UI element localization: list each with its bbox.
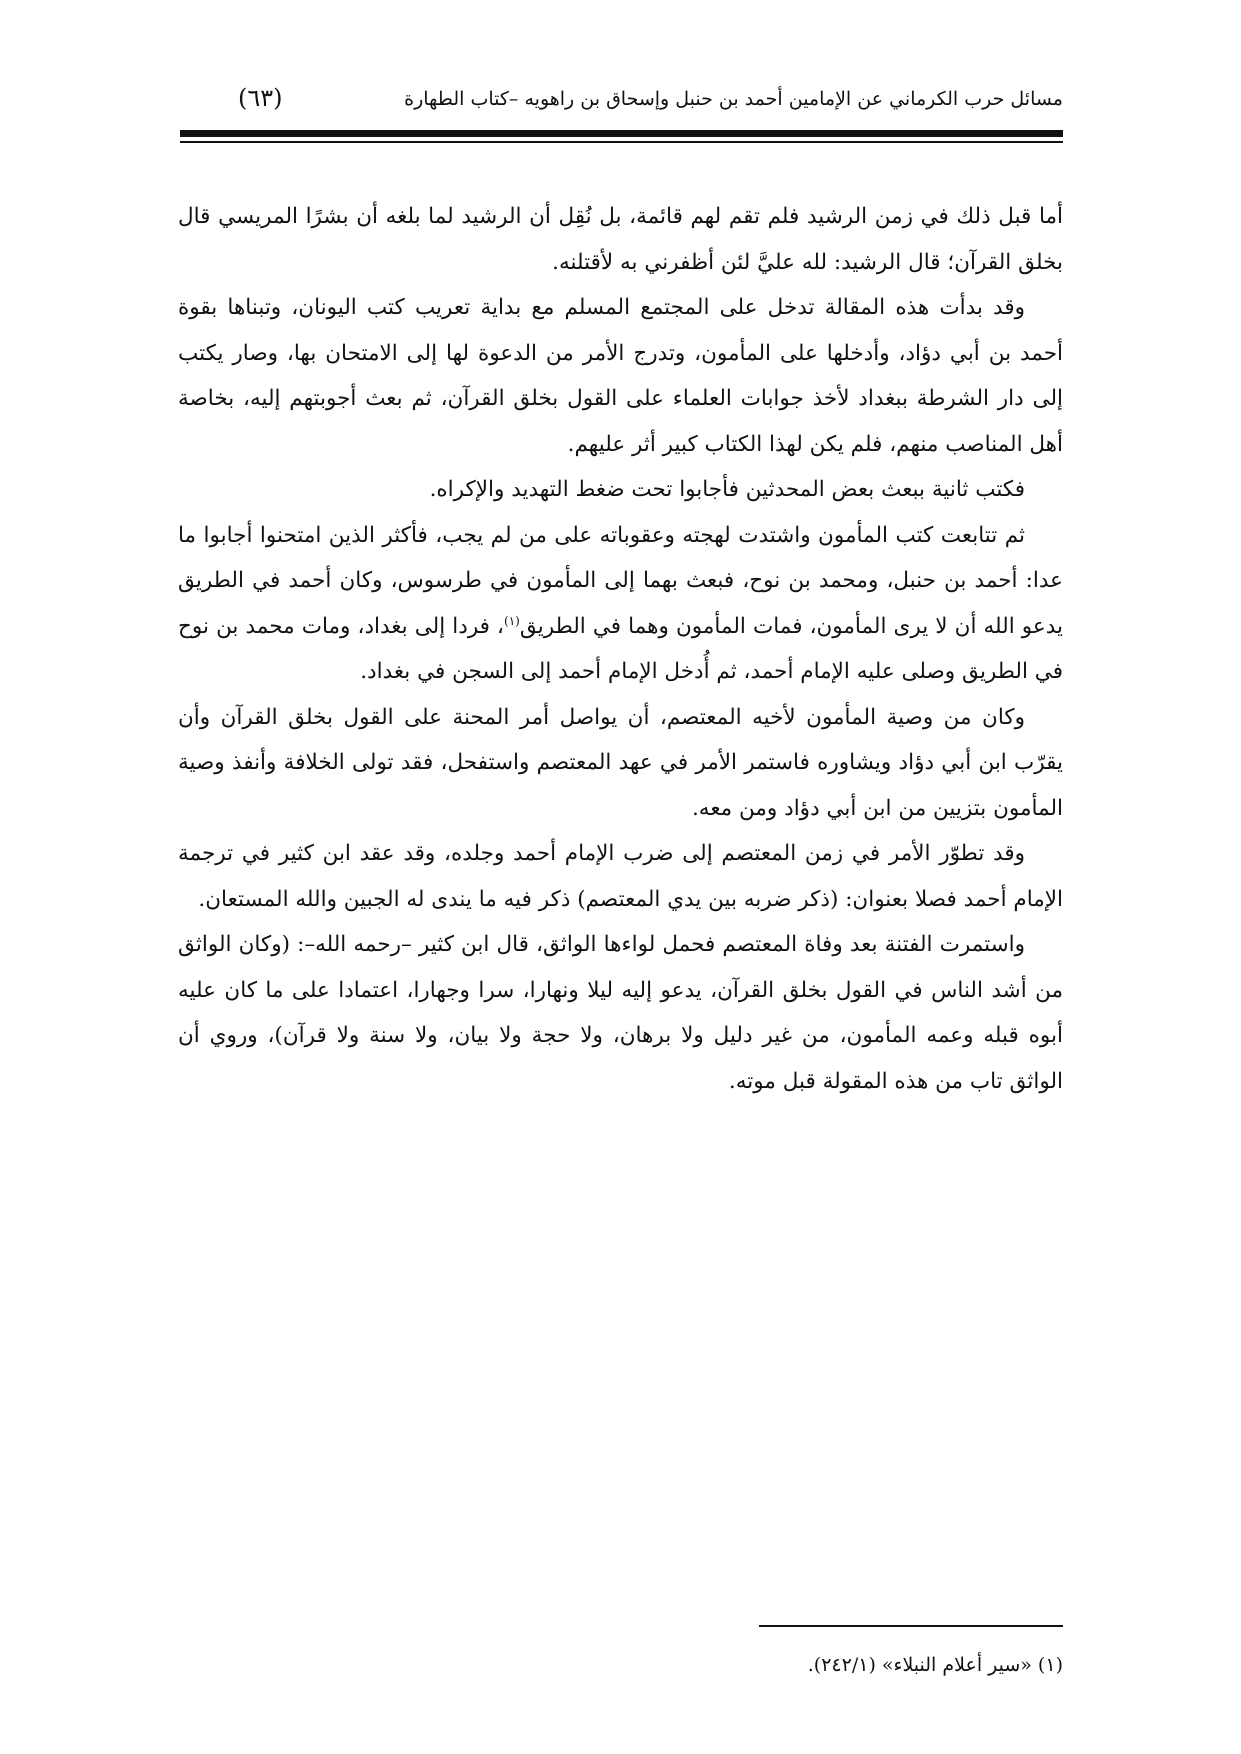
paragraph: وقد بدأت هذه المقالة تدخل على المجتمع المسلم مع بداية تعريب كتب اليونان، وتبناها بقوة أحمد بن أبي دؤاد، وأدخلها على المأمون، وتدرج الأمر من الدعوة لها إلى الامتحان بها، وصار يكتب إلى دار الشرطة ببغداد لأخذ جوابات العلماء على القول بخلق القرآن، ثم بعث أجوبتهم إليه، بخاصة أهل المناصب منهم، فلم يكن لهذا الكتاب كبير أثر عليهم.	[178, 295, 1063, 457]
footnote-separator	[759, 1625, 1063, 1627]
body-text	[178, 194, 1063, 1104]
paragraph: واستمرت الفتنة بعد وفاة المعتصم فحمل لواءها الواثق، قال ابن كثير –رحمه الله–: (وكان الواثق من أشد الناس في القول بخلق القرآن، يدعو إليه ليلا ونهارا، سرا وجهارا، اعتمادا على ما كان عليه أبوه قبله وعمه المأمون، من غير دليل ولا برهان، ولا حجة ولا بيان، ولا سنة ولا قرآن)، وروي أن الواثق تاب من هذه المقولة قبل موته.	[178, 932, 1063, 1094]
paragraph-with-footnote	[178, 513, 1063, 695]
header-rule-thick	[180, 130, 1063, 137]
footnote: (١) «سير أعلام النبلاء» (٢٤٢/١).	[807, 1654, 1063, 1676]
paragraph-text-before: ثم تتابعت كتب المأمون واشتدت لهجته وعقوباته على من لم يجب، فأكثر الذين امتحنوا أجابوا ما عدا: أحمد بن حنبل، ومحمد بن نوح، فبعث بهما إلى المأمون في طرسوس، وكان أحمد في الطريق يدعو الله أن لا يرى المأمون، فمات المأمون وهما في الطريق	[178, 522, 1063, 639]
page-number: (٦٣)	[238, 84, 283, 112]
page-header	[178, 82, 1063, 132]
paragraph-text-after: ، فردا إلى بغداد، ومات محمد بن نوح في الطريق وصلى عليه الإمام أحمد، ثم أُدخل الإمام أحمد إلى السجن في بغداد.	[178, 613, 1063, 684]
paragraph: أما قبل ذلك في زمن الرشيد فلم تقم لهم قائمة، بل نُقِل أن الرشيد لما بلغه أن بشرًا المريسي قال بخلق القرآن؛ قال الرشيد: لله عليَّ لئن أظفرني به لأقتلنه.	[178, 204, 1063, 275]
running-title: مسائل حرب الكرماني عن الإمامين أحمد بن حنبل وإسحاق بن راهويه –كتاب الطهارة	[404, 88, 1063, 110]
footnote-reference[interactable]: (١)	[504, 613, 520, 628]
paragraph: وكان من وصية المأمون لأخيه المعتصم، أن يواصل أمر المحنة على القول بخلق القرآن وأن يقرّب ابن أبي دؤاد ويشاوره فاستمر الأمر في عهد المعتصم واستفحل، فقد تولى الخلافة وأنفذ وصية المأمون بتزيين من ابن أبي دؤاد ومن معه.	[178, 704, 1063, 821]
paragraph: وقد تطوّر الأمر في زمن المعتصم إلى ضرب الإمام أحمد وجلده، وقد عقد ابن كثير في ترجمة الإمام أحمد فصلا بعنوان: (ذكر ضربه بين يدي المعتصم) ذكر فيه ما يندى له الجبين والله المستعان.	[178, 841, 1063, 912]
header-rule-thin	[180, 141, 1063, 143]
paragraph: فكتب ثانية ببعث بعض المحدثين فأجابوا تحت ضغط التهديد والإكراه.	[429, 477, 1025, 502]
